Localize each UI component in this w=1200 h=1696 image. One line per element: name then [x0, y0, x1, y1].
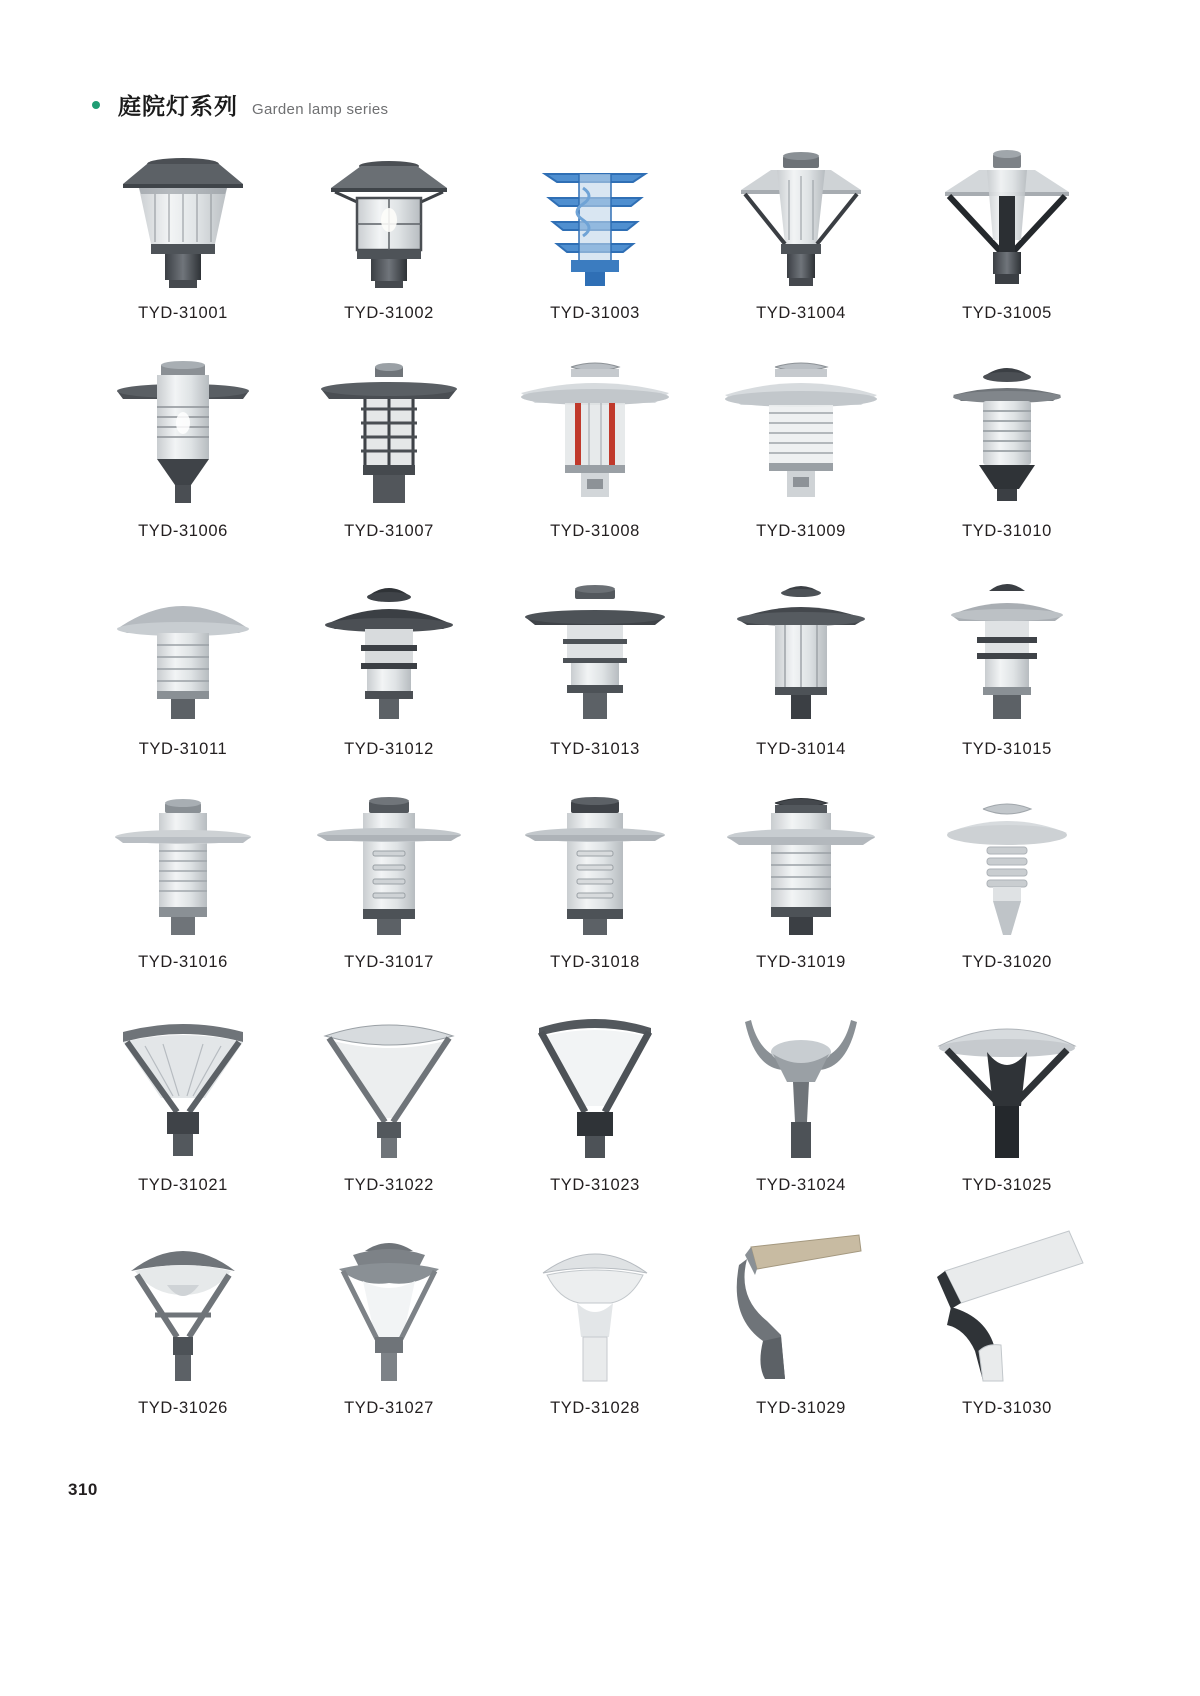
lamp-illustration-31013 — [500, 571, 690, 726]
lamp-illustration-31017 — [294, 789, 484, 939]
product-cell[interactable] — [286, 1225, 492, 1448]
product-code: TYD-31015 — [962, 740, 1052, 758]
product-cell[interactable] — [286, 140, 492, 353]
product-code: TYD-31002 — [344, 304, 434, 322]
product-cell[interactable] — [698, 353, 904, 571]
product-code: TYD-31027 — [344, 1399, 434, 1417]
lamp-illustration-31001 — [88, 140, 278, 290]
product-cell[interactable] — [492, 789, 698, 1002]
lamp-illustration-31018 — [500, 789, 690, 939]
lamp-illustration-31029 — [706, 1225, 896, 1385]
product-code: TYD-31007 — [344, 522, 434, 540]
product-code: TYD-31025 — [962, 1176, 1052, 1194]
product-cell[interactable] — [80, 353, 286, 571]
bullet-icon — [92, 101, 100, 109]
lamp-illustration-31027 — [294, 1225, 484, 1385]
section-title-cn: 庭院灯系列 — [118, 93, 238, 119]
lamp-illustration-31026 — [88, 1225, 278, 1385]
product-code: TYD-31009 — [756, 522, 846, 540]
product-code: TYD-31024 — [756, 1176, 846, 1194]
product-cell[interactable] — [80, 571, 286, 789]
product-cell[interactable] — [698, 571, 904, 789]
product-cell[interactable] — [80, 140, 286, 353]
lamp-illustration-31023 — [500, 1002, 690, 1162]
product-cell[interactable] — [80, 1002, 286, 1225]
lamp-illustration-31003 — [500, 140, 690, 290]
lamp-illustration-31025 — [912, 1002, 1102, 1162]
product-cell[interactable] — [286, 353, 492, 571]
section-header — [92, 88, 388, 121]
product-code: TYD-31013 — [550, 740, 640, 758]
product-code: TYD-31006 — [138, 522, 228, 540]
product-code: TYD-31020 — [962, 953, 1052, 971]
lamp-illustration-31019 — [706, 789, 896, 939]
product-cell[interactable] — [904, 140, 1110, 353]
product-code: TYD-31010 — [962, 522, 1052, 540]
product-code: TYD-31023 — [550, 1176, 640, 1194]
lamp-illustration-31012 — [294, 571, 484, 726]
product-code: TYD-31017 — [344, 953, 434, 971]
lamp-illustration-31009 — [706, 353, 896, 508]
product-cell[interactable] — [286, 571, 492, 789]
lamp-illustration-31028 — [500, 1225, 690, 1385]
product-cell[interactable] — [492, 1225, 698, 1448]
product-cell[interactable] — [698, 789, 904, 1002]
lamp-illustration-31024 — [706, 1002, 896, 1162]
product-cell[interactable] — [904, 353, 1110, 571]
product-code: TYD-31008 — [550, 522, 640, 540]
product-cell[interactable] — [80, 789, 286, 1002]
lamp-illustration-31011 — [88, 571, 278, 726]
product-code: TYD-31029 — [756, 1399, 846, 1417]
lamp-illustration-31008 — [500, 353, 690, 508]
lamp-illustration-31005 — [912, 140, 1102, 290]
product-cell[interactable] — [492, 353, 698, 571]
lamp-illustration-31020 — [912, 789, 1102, 939]
lamp-illustration-31030 — [912, 1225, 1102, 1385]
product-grid — [80, 140, 1110, 1448]
product-code: TYD-31011 — [138, 740, 228, 758]
product-code: TYD-31003 — [550, 304, 640, 322]
product-code: TYD-31028 — [550, 1399, 640, 1417]
product-cell[interactable] — [698, 1225, 904, 1448]
product-code: TYD-31001 — [138, 304, 228, 322]
lamp-illustration-31014 — [706, 571, 896, 726]
lamp-illustration-31004 — [706, 140, 896, 290]
product-code: TYD-31021 — [138, 1176, 228, 1194]
section-title-en: Garden lamp series — [252, 101, 389, 118]
product-cell[interactable] — [492, 571, 698, 789]
product-code: TYD-31014 — [756, 740, 846, 758]
product-code: TYD-31022 — [344, 1176, 434, 1194]
lamp-illustration-31016 — [88, 789, 278, 939]
product-cell[interactable] — [492, 1002, 698, 1225]
product-code: TYD-31012 — [344, 740, 434, 758]
lamp-illustration-31007 — [294, 353, 484, 508]
product-cell[interactable] — [904, 789, 1110, 1002]
product-cell[interactable] — [80, 1225, 286, 1448]
product-code: TYD-31018 — [550, 953, 640, 971]
product-cell[interactable] — [286, 1002, 492, 1225]
product-code: TYD-31019 — [756, 953, 846, 971]
product-cell[interactable] — [286, 789, 492, 1002]
lamp-illustration-31022 — [294, 1002, 484, 1162]
product-code: TYD-31026 — [138, 1399, 228, 1417]
lamp-illustration-31010 — [912, 353, 1102, 508]
product-cell[interactable] — [492, 140, 698, 353]
product-cell[interactable] — [904, 1225, 1110, 1448]
page-number: 310 — [68, 1480, 98, 1499]
lamp-illustration-31021 — [88, 1002, 278, 1162]
product-code: TYD-31030 — [962, 1399, 1052, 1417]
lamp-illustration-31015 — [912, 571, 1102, 726]
lamp-illustration-31002 — [294, 140, 484, 290]
product-code: TYD-31005 — [962, 304, 1052, 322]
product-code: TYD-31004 — [756, 304, 846, 322]
product-code: TYD-31016 — [138, 953, 228, 971]
product-cell[interactable] — [698, 140, 904, 353]
product-cell[interactable] — [904, 1002, 1110, 1225]
product-cell[interactable] — [698, 1002, 904, 1225]
product-cell[interactable] — [904, 571, 1110, 789]
lamp-illustration-31006 — [88, 353, 278, 508]
